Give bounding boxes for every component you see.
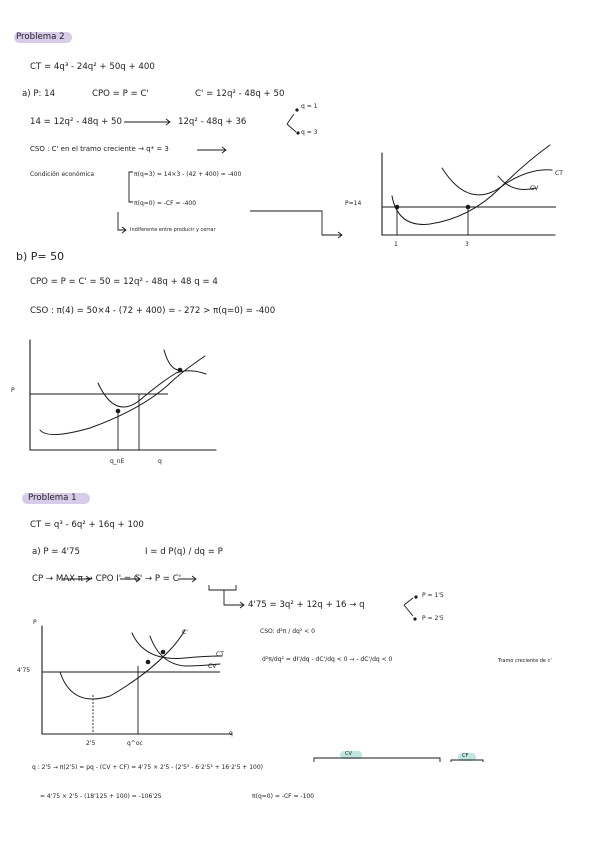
graph2-p-label: P xyxy=(11,387,15,394)
problema2-a-cso: CSO : C' en el tramo creciente → q* = 3 xyxy=(30,145,169,153)
problema2-a-indif: Indiferente entre producir y cerrar xyxy=(130,227,216,233)
graph2-ct-curve xyxy=(98,371,206,407)
arrow-indif xyxy=(118,212,126,233)
graph3-ct-label: CT xyxy=(216,651,224,658)
problema2-a-cond: Condición económica xyxy=(30,171,95,178)
problema1-root1: P = 1'5 xyxy=(422,592,444,599)
problema1-cv-tag: CV xyxy=(345,751,352,757)
bracket-pc xyxy=(209,585,244,608)
graph1-point-q3 xyxy=(466,205,471,210)
problema1-title: Problema 1 xyxy=(28,493,77,503)
bracket-cond xyxy=(129,172,133,202)
root-fork-dot1 xyxy=(295,108,298,111)
root-fork-dot2 xyxy=(296,131,299,134)
problema2-b-label: b) P= 50 xyxy=(16,250,65,263)
graph3-point-top xyxy=(161,650,166,655)
graph2-point-top xyxy=(178,368,183,373)
root-fork-p1-dot2 xyxy=(413,617,416,620)
problema1-calc1: q : 2'5 → π(2'5) = pq - (CV + CF) = 4'75 × 2'5 - (2'5³ - 6·2'5² + 16·2'5 + 100) xyxy=(32,764,264,771)
graph3-cv-label: CV xyxy=(208,663,217,670)
problema2-a-root2: q = 3 xyxy=(301,129,318,136)
problema1-income: I = d P(q) / dq = P xyxy=(145,547,223,557)
problema1-chain: CP → MAX π → CPO I' = C' → P = C' xyxy=(32,574,182,584)
problema1-ct: CT = q³ - 6q² + 16q + 100 xyxy=(30,520,144,530)
graph2-x1-label: q_nE xyxy=(110,458,125,465)
graph1-ct-label: CT xyxy=(555,170,563,177)
graph1-mc-curve xyxy=(392,145,550,224)
cf-brace xyxy=(451,760,483,762)
problema2-a-label: a) P: 14 xyxy=(22,89,56,99)
graph3-mc-curve xyxy=(60,630,185,699)
graph2-top-curve xyxy=(164,350,182,370)
graph2-x2-label: q xyxy=(158,458,162,465)
problema2-a-cpo: CPO = P = C' xyxy=(92,89,149,99)
problema2-a-root1: q = 1 xyxy=(301,103,318,110)
problema2-b-cso: CSO : π(4) = 50×4 - (72 + 400) = - 272 > π(q=0) = -400 xyxy=(30,306,276,316)
graph3-point-q xyxy=(146,660,151,665)
problema2-a-eq1: 14 = 12q² - 48q + 50 xyxy=(30,117,122,127)
arrow-to-graph1 xyxy=(250,211,342,238)
problema2-title: Problema 2 xyxy=(16,32,65,42)
graph3-p-axis: P xyxy=(33,619,37,626)
problema1-a-label: a) P = 4'75 xyxy=(32,547,80,557)
graph3-q-axis: q xyxy=(229,730,233,737)
problema2-a-pi3: π(q=3) = 14×3 - (42 + 400) = -400 xyxy=(134,171,242,178)
root-fork-p1 xyxy=(404,598,413,616)
graph1-p-label: P=14 xyxy=(345,200,362,207)
problema1-deriv: d²π/dq² = dI'/dq - dC'/dq < 0 → - dC'/dq < 0 xyxy=(262,656,393,663)
graph2-y-axis xyxy=(30,340,216,450)
problema1-calc2: = 4'75 × 2'5 - (18'125 + 100) = -106'25 xyxy=(40,793,162,800)
problema1-eq: 4'75 = 3q² + 12q + 16 → q xyxy=(248,600,365,610)
arrow-chain-2 xyxy=(120,576,140,582)
graph3-c-label: C' xyxy=(182,629,188,636)
graph3-p-value: 4'75 xyxy=(17,667,31,674)
graph1-x1-label: 1 xyxy=(394,241,398,248)
problema1-calc3: π(q=0) = -CF = -100 xyxy=(252,793,315,800)
problema1-tramo: Tramo creciente de c' xyxy=(498,658,552,664)
problema2-b-cpo: CPO = P = C' = 50 = 12q² - 48q + 48 q = 4 xyxy=(30,277,218,287)
arrow-eq xyxy=(124,119,170,125)
problema1-root2: P = 2'5 xyxy=(422,615,444,622)
arrow-cso xyxy=(197,147,226,153)
graph1-x2-label: 3 xyxy=(465,241,469,248)
root-fork xyxy=(287,114,296,132)
problema1-cf-tag: CF xyxy=(462,753,469,759)
arrow-chain-3 xyxy=(178,576,196,582)
graph3-x2-label: q^oc xyxy=(127,740,143,747)
cv-brace xyxy=(314,758,440,762)
problema2-ct: CT = 4q³ - 24q² + 50q + 400 xyxy=(30,62,155,72)
graph1-cv-label: CV xyxy=(530,185,539,192)
graph3-x1-label: 2'5 xyxy=(86,740,96,747)
graph1-y-axis xyxy=(382,153,555,235)
root-fork-p1-dot1 xyxy=(414,595,417,598)
problema2-a-eq2: 12q² - 48q + 36 xyxy=(178,117,247,127)
graph2-point-qne xyxy=(116,409,121,414)
graph3-cv-curve xyxy=(150,636,220,666)
problema1-cso: CSO: d²π / dq² < 0 xyxy=(260,628,315,635)
graph1-point-q1 xyxy=(395,205,400,210)
arrow-chain-1 xyxy=(62,576,90,582)
graph3-ct-curve xyxy=(132,633,222,658)
problema2-a-pi0: π(q=0) = -CF = -400 xyxy=(134,200,197,207)
problema2-a-cmarg: C' = 12q² - 48q + 50 xyxy=(195,89,285,99)
